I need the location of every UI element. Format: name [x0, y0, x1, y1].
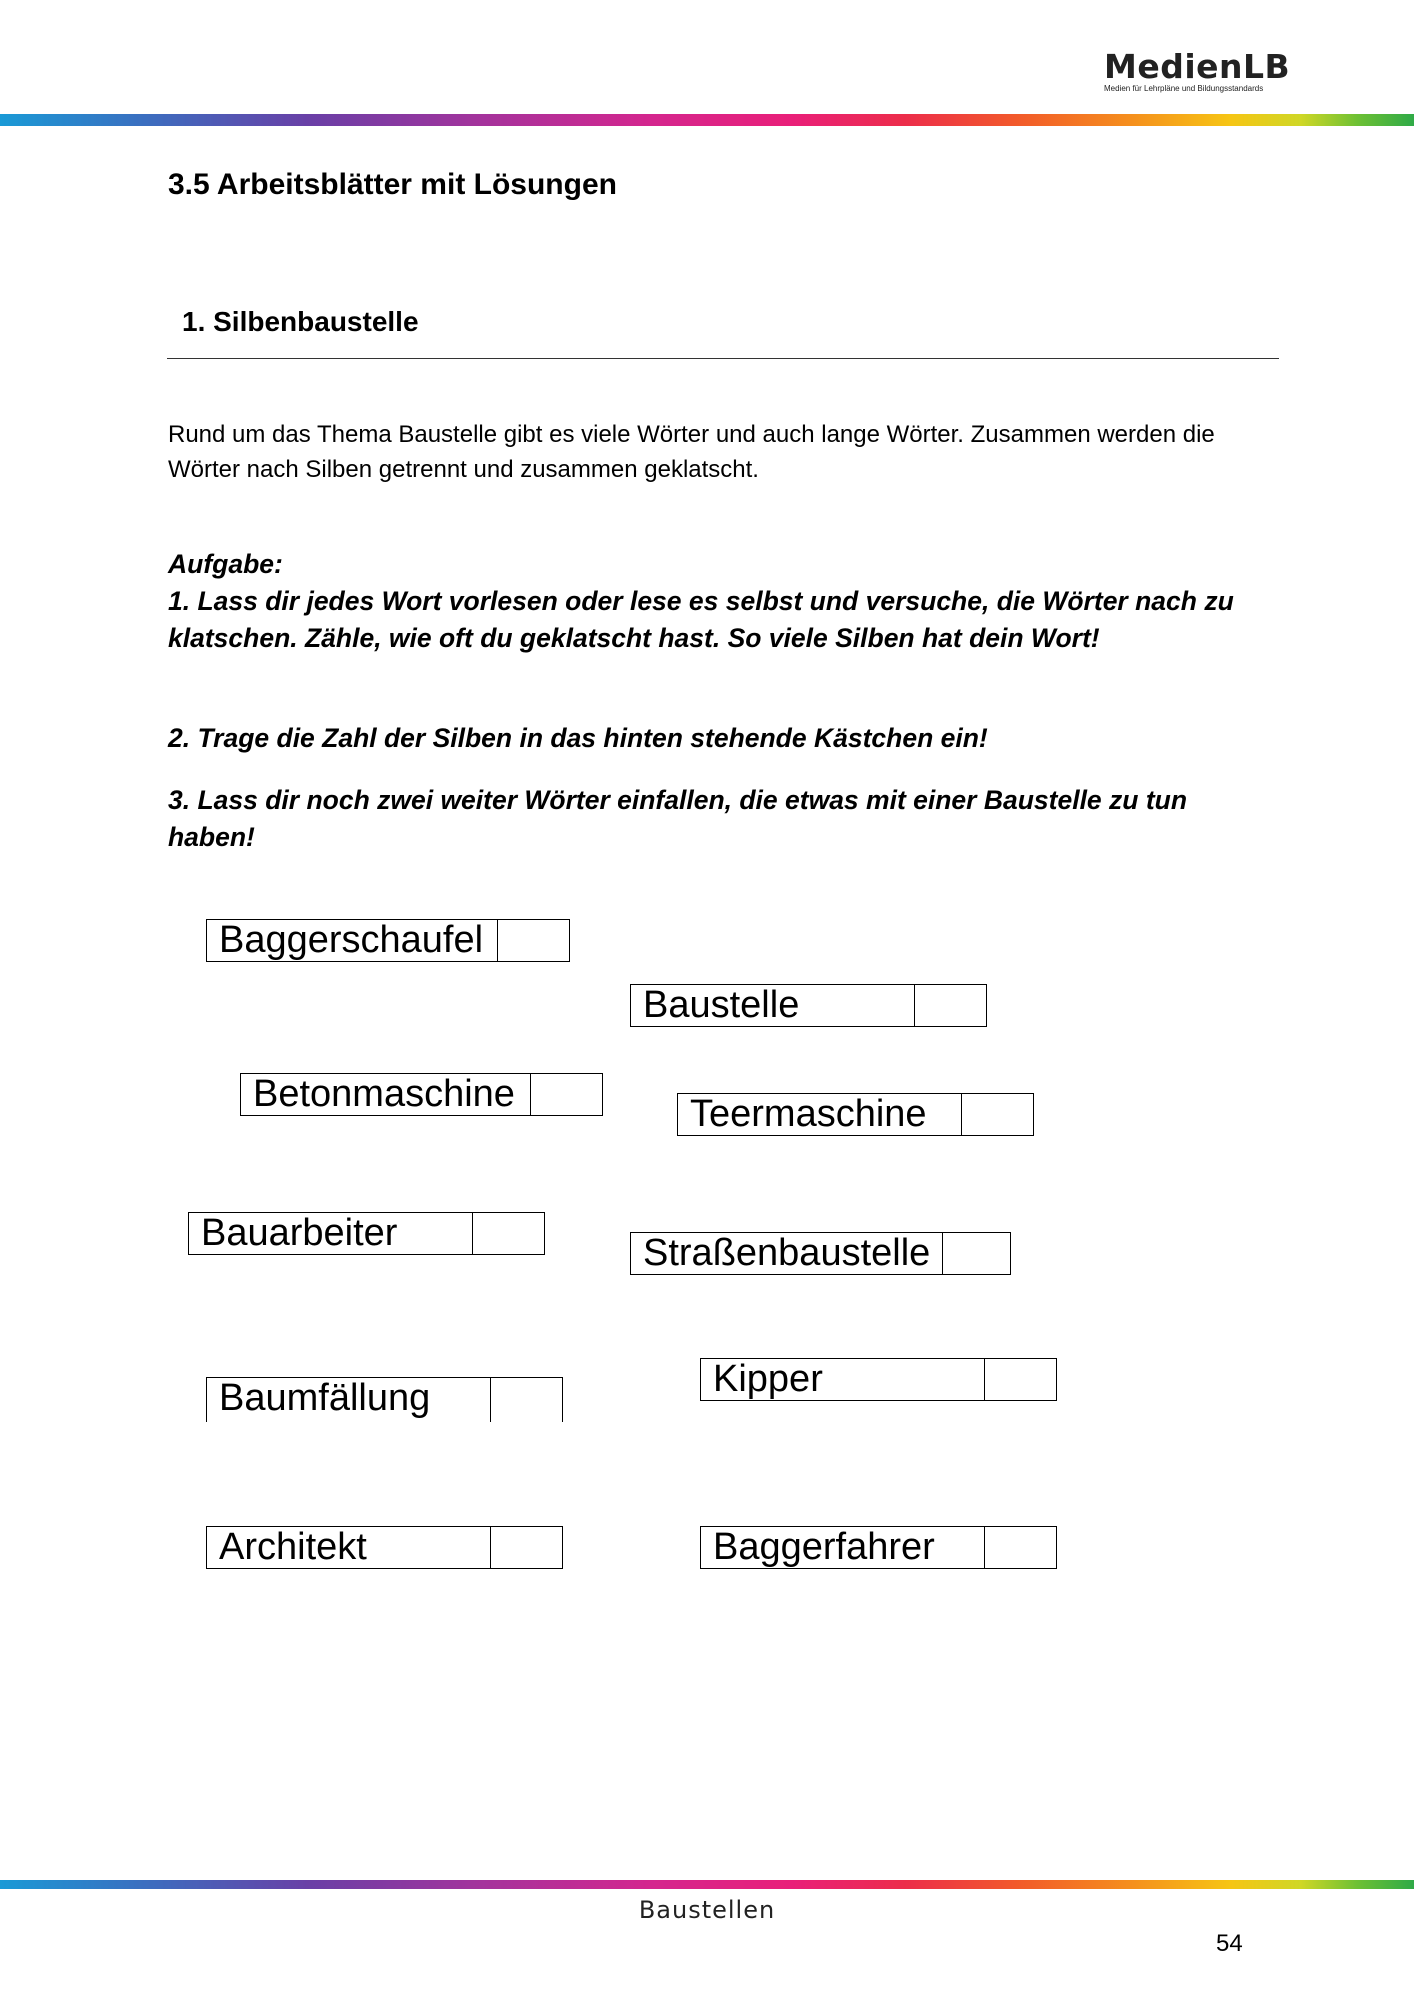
word-label: Baustelle [643, 985, 800, 1026]
task-item-2: 2. Trage die Zahl der Silben in das hinten stehende Kästchen ein! [168, 723, 988, 753]
syllable-count-box[interactable] [984, 1359, 1056, 1400]
worksheet-title: 1. Silbenbaustelle [182, 306, 419, 337]
word-label: Kipper [713, 1359, 823, 1400]
word-box [677, 1093, 1034, 1136]
word-box [240, 1073, 603, 1116]
syllable-count-box[interactable] [490, 1527, 562, 1568]
word-box [630, 984, 987, 1027]
word-box [206, 919, 570, 962]
word-box [700, 1526, 1057, 1569]
syllable-count-box[interactable] [942, 1233, 1010, 1274]
intro-paragraph: Rund um das Thema Baustelle gibt es viele Wörter und auch lange Wörter. Zusammen werden die Wörter nach Silben getrennt und zusammen geklatscht. [168, 421, 1215, 483]
word-label: Straßenbaustelle [643, 1233, 931, 1274]
syllable-count-box[interactable] [530, 1074, 602, 1115]
word-label: Betonmaschine [253, 1074, 515, 1115]
word-label: Bauarbeiter [201, 1213, 398, 1254]
word-label: Baggerschaufel [219, 920, 484, 961]
task-item-3: 3. Lass dir noch zwei weiter Wörter einfallen, die etwas mit einer Baustelle zu tun haben! [168, 785, 1188, 852]
footer-color-bar [0, 1880, 1414, 1889]
logo-subtitle: Medien für Lehrpläne und Bildungsstandards [1104, 84, 1264, 93]
task-item-1: 1. Lass dir jedes Wort vorlesen oder lese es selbst und versuche, die Wörter nach zu klatschen. Zähle, wie oft du geklatscht hast. So viele Silben hat dein Wort! [168, 586, 1234, 653]
word-box [630, 1232, 1011, 1275]
word-box [206, 1526, 563, 1569]
syllable-count-box[interactable] [497, 920, 569, 961]
word-label: Baumfällung [219, 1378, 431, 1419]
word-label: Architekt [219, 1527, 367, 1568]
heading-divider [167, 358, 1279, 359]
header-color-bar [0, 114, 1414, 126]
syllable-count-box[interactable] [914, 985, 986, 1026]
logo-name: MedienLB [1104, 47, 1291, 86]
page-number: 54 [1216, 1930, 1243, 1957]
word-label: Teermaschine [690, 1094, 927, 1135]
word-box [700, 1358, 1057, 1401]
syllable-count-box[interactable] [984, 1527, 1056, 1568]
footer-title: Baustellen [638, 1896, 776, 1924]
word-box [206, 1377, 563, 1422]
word-box [188, 1212, 545, 1255]
syllable-count-box[interactable] [961, 1094, 1033, 1135]
medienlb-logo [1104, 47, 1304, 93]
syllable-count-box[interactable] [472, 1213, 544, 1254]
word-label: Baggerfahrer [713, 1527, 935, 1568]
task-label: Aufgabe: [168, 549, 283, 579]
section-title: 3.5 Arbeitsblätter mit Lösungen [168, 168, 617, 201]
syllable-count-box[interactable] [490, 1378, 562, 1422]
